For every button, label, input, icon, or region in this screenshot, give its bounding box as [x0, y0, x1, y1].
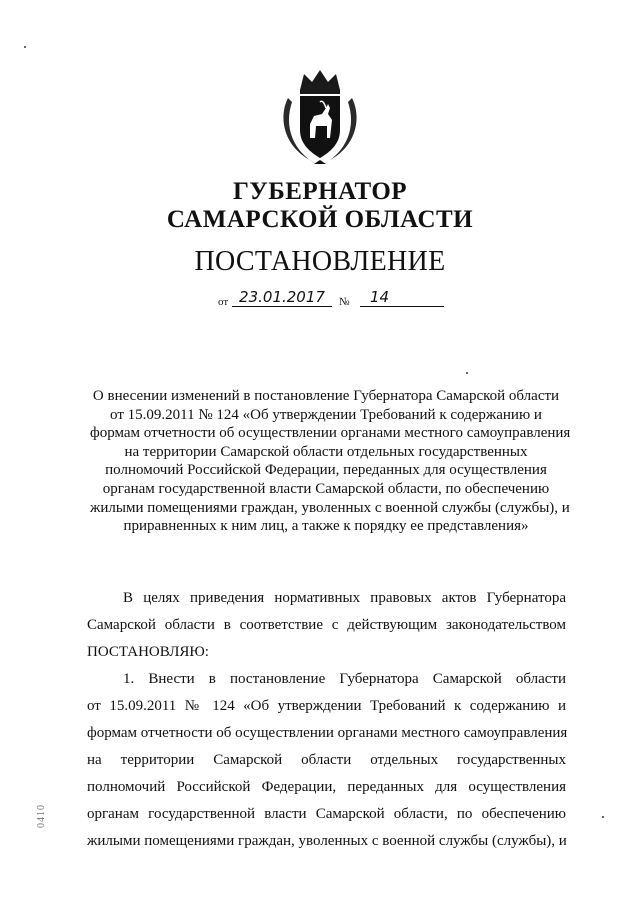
scan-speck: [466, 372, 468, 374]
document-subject: [90, 387, 571, 536]
item-line: от 15.09.2011 № 124 «Об утверждении Требований к содержанию и: [87, 698, 566, 714]
subject-line: на территории Самарской области отдельных государственных: [124, 443, 528, 460]
date-label: от: [218, 296, 229, 308]
governor-title: ГУБЕРНАТОР: [232, 178, 408, 205]
margin-registration-mark: 0410: [36, 804, 47, 828]
subject-line: полномочий Российской Федерации, переданных для осуществления: [105, 462, 547, 479]
subject-line: органам государственной власти Самарской области, по обеспечению: [102, 480, 550, 497]
region-title: САМАРСКОЙ ОБЛАСТИ: [166, 206, 474, 233]
subject-line: формам отчетности об осуществлении органами местного самоуправления: [90, 425, 571, 442]
number-label: №: [339, 296, 350, 308]
preamble-line: Самарской области в соответствие с действующим законодательством: [87, 617, 566, 633]
document-number: 14: [360, 288, 444, 307]
item-line: жилыми помещениями граждан, уволенных с военной службы (службы), и: [87, 833, 567, 849]
item-line: 1. Внести в постановление Губернатора Самарской области: [123, 671, 566, 687]
resolve-word: ПОСТАНОВЛЯЮ:: [87, 644, 209, 660]
scan-speck: [24, 46, 26, 48]
samara-coat-of-arms-icon: [270, 68, 370, 168]
item-line: на территории Самарской области отдельных государственных: [87, 752, 566, 768]
scan-speck: [602, 816, 604, 818]
item-line: полномочий Российской Федерации, переданных для осуществления: [87, 779, 566, 795]
subject-line: от 15.09.2011 № 124 «Об утверждении Требований к содержанию и: [110, 406, 542, 423]
subject-line: О внесении изменений в постановление Губернатора Самарской области: [92, 388, 560, 404]
preamble-line: В целях приведения нормативных правовых актов Губернатора: [123, 590, 566, 606]
subject-line: приравненных к ним лиц, а также к порядку ее представления»: [123, 518, 529, 535]
document-date: 23.01.2017: [232, 288, 332, 307]
document-type: ПОСТАНОВЛЕНИЕ: [194, 246, 446, 277]
item-line: органам государственной власти Самарской области, по обеспечению: [87, 806, 566, 822]
subject-line: жилыми помещениями граждан, уволенных с военной службы (службы), и: [90, 499, 570, 516]
item-line: формам отчетности об осуществлении органами местного самоуправления: [87, 725, 568, 741]
